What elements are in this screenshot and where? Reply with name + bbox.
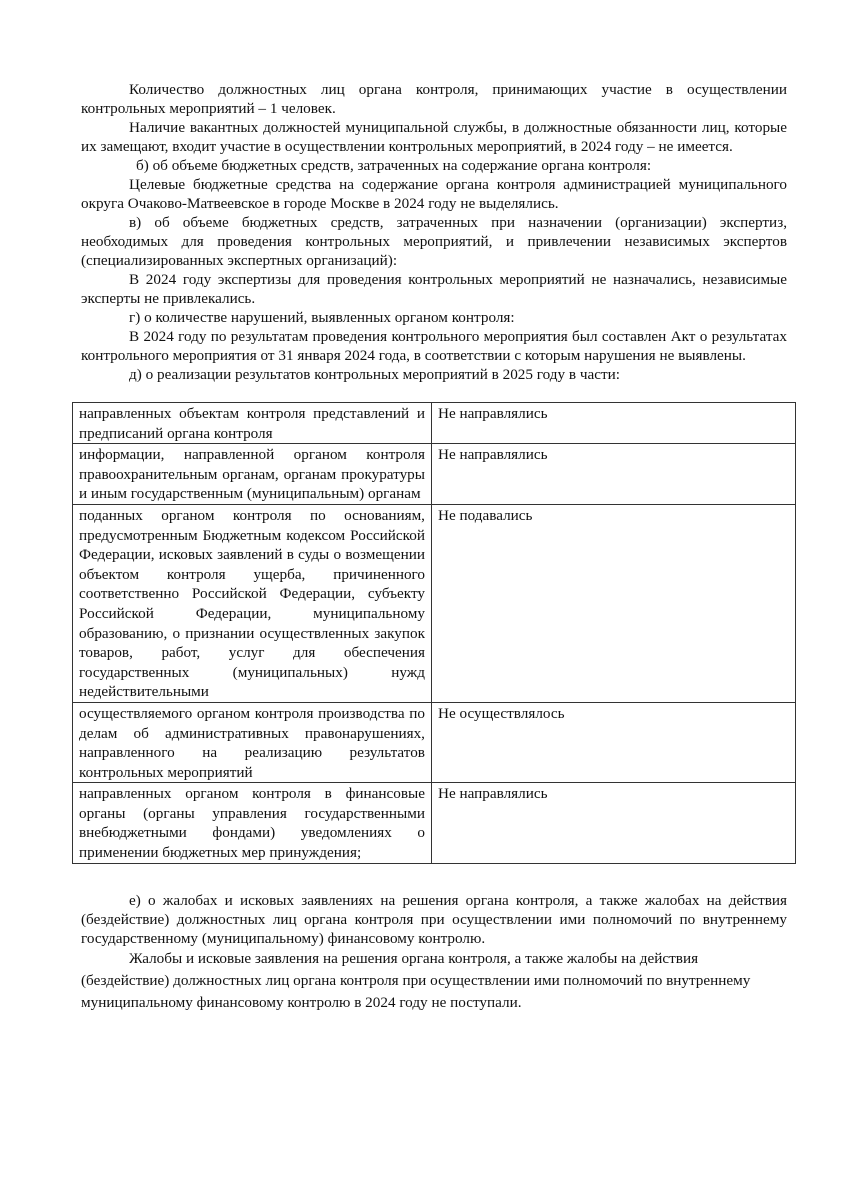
paragraph-budget-funds: Целевые бюджетные средства на содержание органа контроля администрацией муниципального округа Очаково-Матвеевское в городе Москве в 2024 году не выделялись. (81, 176, 787, 212)
paragraph-violations: В 2024 году по результатам проведения контрольного мероприятия был составлен Акт о результатах контрольного мероприятия от 31 января 2024 года, в соответствии с которым нарушения не выявлены. (81, 328, 787, 364)
table-cell-status: Не направлялись (431, 783, 795, 863)
table-cell-status: Не направлялись (431, 403, 795, 444)
closing-section (81, 891, 787, 1014)
paragraph-complaints: Жалобы и исковые заявления на решения органа контроля, а также жалобы на действия (бездействие) должностных лиц органа контроля при осуществлении ими полномочий по внутреннему муниципальному финансовому контролю в 2024 году не поступали. (81, 949, 751, 1011)
table-cell-status: Не осуществлялось (431, 702, 795, 782)
table-row (73, 444, 796, 505)
table-row (73, 403, 796, 444)
table-cell-status: Не подавались (431, 504, 795, 702)
paragraph-section-b: б) об объеме бюджетных средств, затраченных на содержание органа контроля: (136, 157, 652, 174)
paragraph-section-v: в) об объеме бюджетных средств, затраченных при назначении (организации) экспертиз, необходимых для проведения контрольных мероприятий, и привлечении независимых экспертов (специализированных экспертных организаций): (81, 214, 787, 269)
paragraph-section-d: д) о реализации результатов контрольных мероприятий в 2025 году в части: (129, 366, 620, 383)
table-row (73, 504, 796, 702)
paragraph-section-e: е) о жалобах и исковых заявлениях на решения органа контроля, а также жалобах на действия (бездействие) должностных лиц органа контроля при осуществлении ими полномочий по внутреннему государственному (муниципальному) финансовому контролю. (81, 891, 787, 947)
paragraph-staff-count: Количество должностных лиц органа контроля, принимающих участие в осуществлении контрольных мероприятий – 1 человек. (81, 81, 787, 117)
paragraph-vacancies: Наличие вакантных должностей муниципальной службы, в должностные обязанности лиц, которые их замещают, входит участие в осуществлении контрольных мероприятий, в 2024 году – не имеется. (81, 119, 787, 155)
paragraph-expertise: В 2024 году экспертизы для проведения контрольных мероприятий не назначались, независимые эксперты не привлекались. (81, 271, 787, 307)
paragraph-section-g: г) о количестве нарушений, выявленных органом контроля: (129, 309, 515, 326)
table-cell-subject: направленных объектам контроля представлений и предписаний органа контроля (73, 403, 432, 444)
table-cell-subject: поданных органом контроля по основаниям, предусмотренным Бюджетным кодексом Российской Федерации, исковых заявлений в суды о возмещении объектом контроля ущерба, причиненного соответственно Российской Федерации, субъекту Российской Федерации, муниципальному образованию, о признании осуществленных закупок товаров, работ, услуг для обеспечения государственных (муниципальных) нужд недействительными (73, 504, 432, 702)
document-page (81, 80, 787, 1014)
table-cell-subject: направленных органом контроля в финансовые органы (органы управления государственными внебюджетными фондами) уведомлениях о применении бюджетных мер принуждения; (73, 783, 432, 863)
table-cell-subject: осуществляемого органом контроля производства по делам об административных правонарушениях, направленного на реализацию результатов контрольных мероприятий (73, 702, 432, 782)
table-row (73, 702, 796, 782)
table-cell-status: Не направлялись (431, 444, 795, 505)
table-cell-subject: информации, направленной органом контроля правоохранительным органам, органам прокуратуры и иным государственным (муниципальным) органам (73, 444, 432, 505)
table-row (73, 783, 796, 863)
results-table (72, 402, 796, 864)
